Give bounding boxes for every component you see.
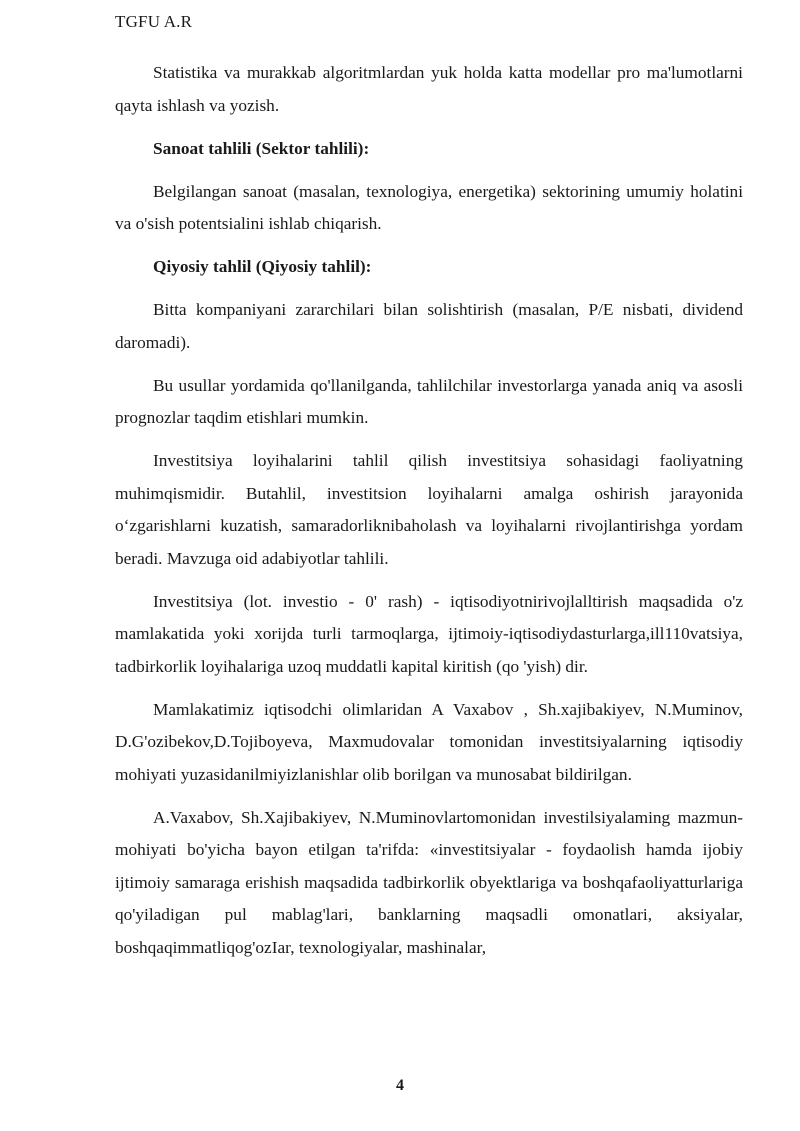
paragraph-sector-analysis: Belgilangan sanoat (masalan, texnologiya, energetika) sektorining umumiy holatini va o'sish potentsialini ishlab chiqarish. [115, 181, 743, 233]
paragraph-methods-summary: Bu usullar yordamida qo'llanilganda, tahlilchilar investorlarga yanada aniq va asosli prognozlar taqdim etishlari mumkin. [115, 375, 743, 427]
paragraph-investment-definition: Investitsiya (lot. investio - 0' rash) - iqtisodiyotnirivojlalltirish maqsadida o'z mamlakatida yoki xorijda turli tarmoqlarga, ijtimoiy-iqtisodiydasturlarga,ill110vatsiya, tadbirkorlik loyihalariga uzoq muddatli kapital kiritish (qo 'yish) dir. [115, 591, 743, 676]
heading-comparative-analysis: Qiyosiy tahlil (Qiyosiy tahlil): [153, 257, 372, 276]
heading-sector-analysis: Sanoat tahlili (Sektor tahlili): [153, 138, 370, 158]
paragraph-investment-essence: A.Vaxabov, Sh.Xajibakiyev, N.Muminovlartomonidan investilsiyalaming mazmun-mohiyati bo'yicha bayon etilgan ta'rifda: «investitsiyalar - foydaolish hamda ijobiy ijtimoiy samaraga erishish maqsadida tadbirkorlik obyektlariga va boshqafaoliyatturlariga qo'yiladigan pul mablag'lari, banklarning maqsadli omonatlari, aksiyalar, boshqaqimmatliqog'ozIar, texnologiyalar, mashinalar, [115, 807, 743, 957]
paragraph-comparative-analysis: Bitta kompaniyani zararchilari bilan solishtirish (masalan, P/E nisbati, dividend daromadi). [115, 300, 743, 352]
paragraph-economists: Mamlakatimiz iqtisodchi olimlaridan A Vaxabov , Sh.xajibakiyev, N.Muminov, D.G'ozibekov,D.Tojiboyeva, Maxmudovalar tomonidan investitsiyalarning iqtisodiy mohiyati yuzasidanilmiyizlanishlar olib borilgan va munosabat bildirilgan. [115, 699, 743, 784]
page-number: 4 [396, 1077, 404, 1094]
paragraph-text-processing: Statistika va murakkab algoritmlardan yuk holda katta modellar pro ma'lumotlarni qayta ishlash va yozish. [115, 63, 743, 115]
paragraph-investment-projects: Investitsiya loyihalarini tahlil qilish investitsiya sohasidagi faoliyatning muhimqismidir. Butahlil, investitsion loyihalarni amalga oshirish jarayonida o‘zgarishlarni kuzatish, samaradorliknibaholash va loyihalarni rivojlantirishga yordam beradi. Mavzuga oid adabiyotlar tahlili. [115, 451, 743, 568]
document-body [115, 57, 743, 975]
page-header: TGFU A.R [115, 12, 193, 31]
